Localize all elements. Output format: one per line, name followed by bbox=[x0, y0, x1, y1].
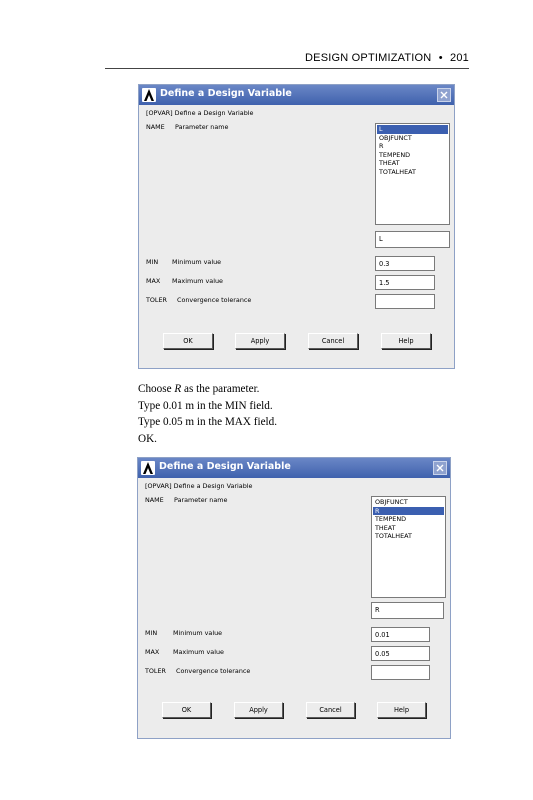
cancel-button[interactable]: Cancel bbox=[306, 702, 355, 718]
selection-field[interactable]: R bbox=[371, 602, 444, 619]
apply-button[interactable]: Apply bbox=[234, 702, 283, 718]
list-item[interactable]: R bbox=[379, 142, 384, 151]
cancel-button[interactable]: Cancel bbox=[308, 333, 358, 349]
tolerance-field[interactable] bbox=[371, 665, 430, 680]
min-key: MIN bbox=[146, 258, 159, 266]
list-item[interactable]: TOTALHEAT bbox=[375, 532, 412, 541]
list-item[interactable]: TEMPEND bbox=[379, 150, 411, 159]
toler-key: TOLER bbox=[145, 667, 166, 675]
toler-key: TOLER bbox=[146, 296, 167, 304]
list-item[interactable]: OBJFUNCT bbox=[379, 133, 412, 142]
parameter-listbox[interactable] bbox=[371, 496, 446, 598]
max-label: Maximum value bbox=[173, 648, 224, 656]
max-key: MAX bbox=[145, 648, 160, 656]
close-icon[interactable] bbox=[433, 461, 447, 475]
list-item[interactable]: L bbox=[377, 125, 448, 134]
list-item[interactable]: THEAT bbox=[379, 159, 400, 168]
command-label: [OPVAR] Define a Design Variable bbox=[146, 109, 254, 117]
list-item[interactable]: R bbox=[373, 507, 444, 516]
help-button[interactable]: Help bbox=[381, 333, 431, 349]
dialog-title: Define a Design Variable bbox=[160, 88, 292, 99]
instruction-line-4: OK. bbox=[138, 432, 157, 445]
list-item[interactable]: OBJFUNCT bbox=[375, 498, 408, 506]
name-label: Parameter name bbox=[175, 123, 229, 131]
max-key: MAX bbox=[146, 277, 161, 285]
page-header bbox=[105, 52, 469, 66]
help-button[interactable]: Help bbox=[377, 702, 426, 718]
section-title: DESIGN OPTIMIZATION bbox=[305, 52, 432, 64]
close-icon[interactable] bbox=[437, 88, 451, 102]
list-item[interactable]: TOTALHEAT bbox=[379, 167, 416, 176]
instruction-line-1: Choose R as the parameter. bbox=[138, 383, 260, 395]
tolerance-field[interactable] bbox=[375, 294, 435, 309]
header-separator: • bbox=[438, 52, 443, 64]
dialog-titlebar[interactable] bbox=[138, 458, 450, 478]
name-key: NAME bbox=[146, 123, 165, 131]
apply-button[interactable]: Apply bbox=[235, 333, 285, 349]
command-label: [OPVAR] Define a Design Variable bbox=[145, 482, 253, 490]
dialog-titlebar[interactable] bbox=[139, 85, 454, 105]
max-value-field[interactable]: 1.5 bbox=[375, 275, 435, 290]
instruction-line-3: Type 0.05 m in the MAX field. bbox=[138, 416, 278, 428]
parameter-listbox[interactable] bbox=[375, 123, 450, 225]
max-value-field[interactable]: 0.05 bbox=[371, 646, 430, 661]
max-label: Maximum value bbox=[172, 277, 223, 285]
min-label: Minimum value bbox=[172, 258, 222, 266]
ok-button[interactable]: OK bbox=[163, 333, 213, 349]
instructions bbox=[138, 381, 458, 447]
min-key: MIN bbox=[145, 629, 158, 637]
name-label: Parameter name bbox=[174, 496, 228, 504]
design-variable-dialog-1 bbox=[138, 84, 455, 369]
list-item[interactable]: TEMPEND bbox=[375, 515, 407, 524]
selection-field[interactable]: L bbox=[375, 231, 450, 248]
ok-button[interactable]: OK bbox=[162, 702, 211, 718]
header-rule bbox=[105, 68, 469, 69]
min-value-field[interactable]: 0.3 bbox=[375, 256, 435, 271]
toler-label: Convergence tolerance bbox=[177, 296, 252, 304]
page-number: 201 bbox=[450, 52, 469, 64]
min-value-field[interactable]: 0.01 bbox=[371, 627, 430, 642]
toler-label: Convergence tolerance bbox=[176, 667, 251, 675]
name-key: NAME bbox=[145, 496, 164, 504]
design-variable-dialog-2 bbox=[137, 457, 451, 739]
ansys-logo-icon bbox=[142, 88, 156, 102]
ansys-logo-icon bbox=[141, 461, 155, 475]
variable-r: R bbox=[174, 383, 182, 395]
min-label: Minimum value bbox=[173, 629, 223, 637]
list-item[interactable]: THEAT bbox=[375, 523, 396, 532]
dialog-title: Define a Design Variable bbox=[159, 461, 291, 472]
instruction-line-2: Type 0.01 m in the MIN field. bbox=[138, 399, 273, 412]
